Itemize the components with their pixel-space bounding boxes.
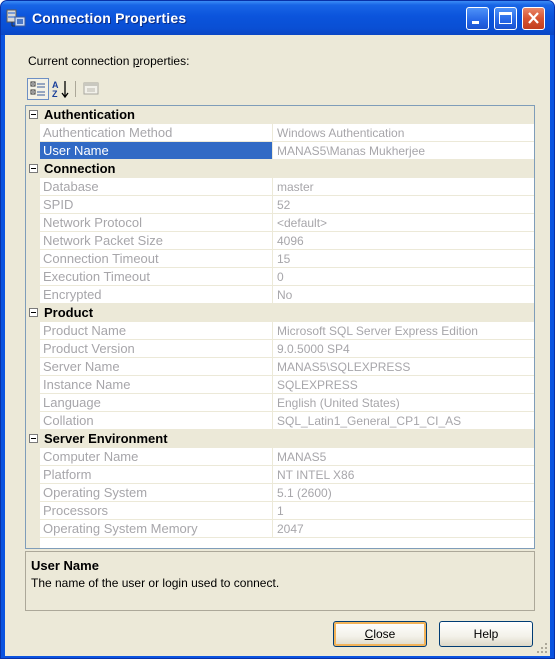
row-gutter [26,250,40,268]
property-value[interactable]: 5.1 (2600) [273,484,534,502]
property-row[interactable] [26,232,534,250]
property-row[interactable] [26,322,534,340]
toolbar-separator [75,81,76,97]
property-name[interactable]: Database [40,178,273,196]
category-label: Authentication [44,107,135,122]
row-gutter [26,394,40,412]
categorized-button[interactable] [27,78,49,100]
close-button[interactable]: Close [333,621,427,647]
property-value[interactable]: SQL_Latin1_General_CP1_CI_AS [273,412,534,430]
properties-caption: Current connection properties: [28,54,190,68]
property-value[interactable]: 52 [273,196,534,214]
row-gutter [26,322,40,340]
property-name[interactable]: Product Version [40,340,273,358]
collapse-icon[interactable] [29,110,38,119]
property-name[interactable]: Platform [40,466,273,484]
row-gutter [26,214,40,232]
svg-text:Z: Z [52,89,58,99]
property-value[interactable]: 15 [273,250,534,268]
property-name[interactable]: Authentication Method [40,124,273,142]
svg-text:A: A [52,80,59,90]
categorized-icon [28,79,48,99]
property-name[interactable]: Operating System [40,484,273,502]
property-name[interactable]: Product Name [40,322,273,340]
property-row[interactable] [26,196,534,214]
property-row[interactable] [26,484,534,502]
property-row[interactable] [26,412,534,430]
close-window-button[interactable] [522,7,545,30]
collapse-icon[interactable] [29,164,38,173]
property-row[interactable] [26,340,534,358]
description-panel [25,551,535,611]
maximize-icon [495,8,516,29]
property-value[interactable]: 0 [273,268,534,286]
row-gutter [26,268,40,286]
category-label: Server Environment [44,431,168,446]
row-gutter [26,376,40,394]
row-gutter [26,466,40,484]
alphabetical-button[interactable] [50,78,72,100]
property-value[interactable]: Windows Authentication [273,124,534,142]
server-connection-icon [6,8,26,28]
row-gutter [26,484,40,502]
property-name[interactable]: Computer Name [40,448,273,466]
property-value[interactable]: master [273,178,534,196]
property-value[interactable]: MANAS5\SQLEXPRESS [273,358,534,376]
property-value[interactable]: 1 [273,502,534,520]
property-value[interactable]: NT INTEL X86 [273,466,534,484]
property-row[interactable] [26,358,534,376]
row-gutter [26,448,40,466]
row-gutter [26,340,40,358]
property-value[interactable]: SQLEXPRESS [273,376,534,394]
help-button[interactable]: Help [439,621,533,647]
property-row[interactable] [26,178,534,196]
property-value[interactable]: 9.0.5000 SP4 [273,340,534,358]
property-value[interactable]: Microsoft SQL Server Express Edition [273,322,534,340]
row-gutter [26,196,40,214]
property-toolbar [27,78,107,100]
grid-gutter-filler [26,538,40,548]
title-bar[interactable] [1,1,554,35]
property-pages-button[interactable] [80,78,102,100]
window-title: Connection Properties [32,10,187,26]
collapse-icon[interactable] [29,434,38,443]
property-name[interactable]: User Name [40,142,273,160]
property-name[interactable]: Connection Timeout [40,250,273,268]
property-value[interactable]: <default> [273,214,534,232]
property-name[interactable]: Collation [40,412,273,430]
dialog-client [5,35,550,656]
minimize-button[interactable] [466,7,489,30]
property-name[interactable]: Network Protocol [40,214,273,232]
description-title: User Name [31,558,99,573]
property-row[interactable] [26,448,534,466]
property-name[interactable]: Instance Name [40,376,273,394]
property-value[interactable]: No [273,286,534,304]
row-gutter [26,412,40,430]
property-row[interactable] [26,268,534,286]
close-icon [523,8,544,29]
property-row[interactable] [26,124,534,142]
property-value[interactable]: MANAS5 [273,448,534,466]
property-row[interactable] [26,214,534,232]
row-gutter [26,502,40,520]
property-grid[interactable] [25,105,535,549]
property-value[interactable]: 2047 [273,520,534,538]
alphabetical-icon [50,78,72,100]
category-row[interactable] [26,304,534,322]
property-name[interactable]: Processors [40,502,273,520]
property-name[interactable]: Encrypted [40,286,273,304]
collapse-icon[interactable] [29,308,38,317]
property-name[interactable]: Language [40,394,273,412]
row-gutter [26,286,40,304]
property-value[interactable]: 4096 [273,232,534,250]
category-label: Product [44,305,94,320]
property-row[interactable] [26,394,534,412]
property-value[interactable]: MANAS5\Manas Mukherjee [273,142,534,160]
property-row[interactable] [26,286,534,304]
property-row[interactable] [26,502,534,520]
property-value[interactable]: English (United States) [273,394,534,412]
row-gutter [26,358,40,376]
category-row[interactable] [26,160,534,178]
row-gutter [26,520,40,538]
row-gutter [26,142,40,160]
maximize-button[interactable] [494,7,517,30]
property-pages-icon [80,78,102,100]
category-label: Connection [44,161,116,176]
property-name[interactable]: Network Packet Size [40,232,273,250]
category-row[interactable] [26,106,534,124]
property-row[interactable] [26,520,534,538]
row-gutter [26,124,40,142]
property-row[interactable] [26,466,534,484]
category-row[interactable] [26,430,534,448]
property-name[interactable]: Operating System Memory [40,520,273,538]
description-text: The name of the user or login used to connect. [31,576,280,590]
property-row[interactable] [26,142,534,160]
row-gutter [26,232,40,250]
property-name[interactable]: SPID [40,196,273,214]
property-name[interactable]: Server Name [40,358,273,376]
property-row[interactable] [26,250,534,268]
resize-grip-icon[interactable] [536,642,548,654]
row-gutter [26,178,40,196]
property-name[interactable]: Execution Timeout [40,268,273,286]
property-row[interactable] [26,376,534,394]
minimize-icon [467,8,488,29]
